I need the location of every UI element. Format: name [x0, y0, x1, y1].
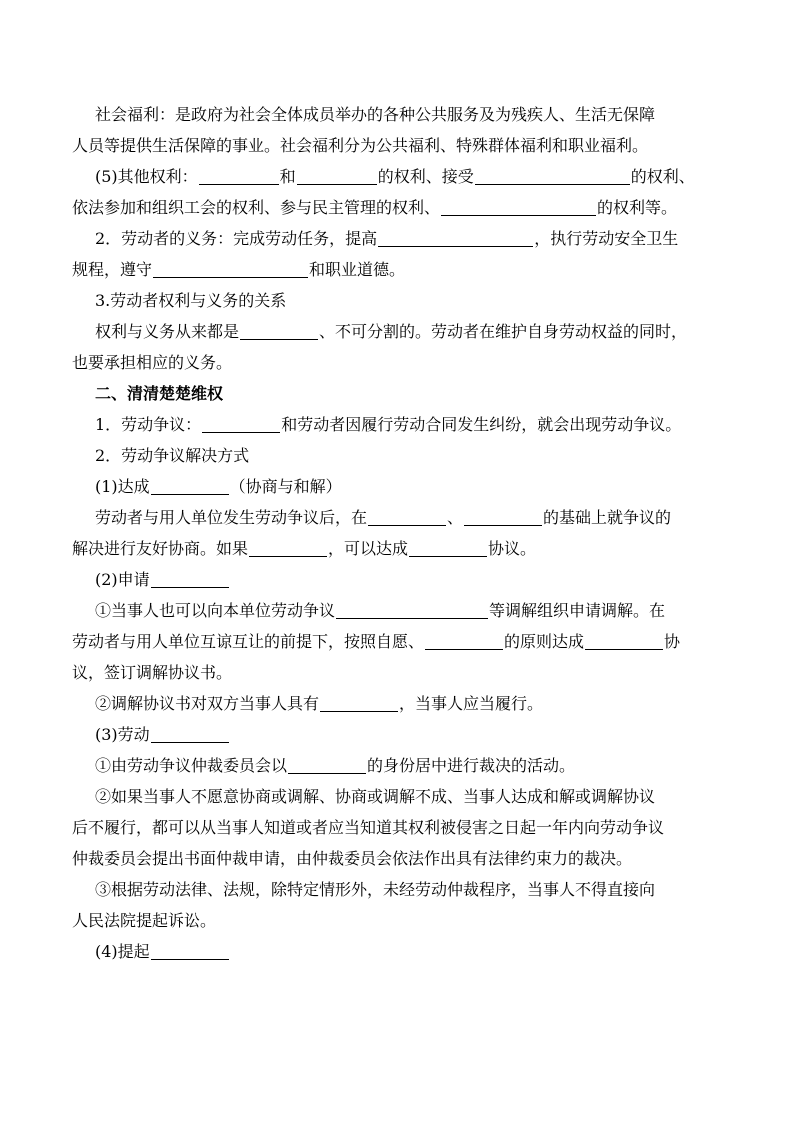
fill-blank[interactable] [240, 322, 318, 340]
text: 的权利、接受 [377, 167, 474, 186]
fill-blank[interactable] [297, 167, 377, 185]
text-line [72, 626, 732, 657]
fill-blank[interactable] [151, 725, 229, 743]
text: 、 [447, 508, 464, 527]
fill-blank[interactable] [378, 229, 533, 247]
text-line [72, 750, 732, 781]
text: 1．劳动争议： [95, 415, 202, 434]
fill-blank[interactable] [202, 415, 280, 433]
text-line [72, 285, 732, 316]
text: 社会福利：是政府为社会全体成员举办的各种公共服务及为残疾人、生活无保障 [95, 105, 656, 124]
text: 也要承担相应的义务。 [72, 353, 233, 372]
text: 等调解组织申请调解。在 [489, 601, 666, 620]
text-line [72, 192, 732, 223]
text-line [72, 533, 732, 564]
text-line [72, 657, 732, 688]
text: ③根据劳动法律、法规，除特定情形外，未经劳动仲裁程序，当事人不得直接向 [95, 880, 656, 899]
text-line [72, 409, 732, 440]
text: ，当事人应当履行。 [399, 694, 544, 713]
text-line [72, 781, 732, 812]
heading-text: 二、清清楚楚维权 [95, 384, 224, 403]
text-line [72, 905, 732, 936]
fill-blank[interactable] [151, 570, 229, 588]
text: 后不履行，都可以从当事人知道或者应当知道其权利被侵害之日起一年内向劳动争议 [72, 818, 665, 837]
text-line [72, 595, 732, 626]
fill-blank[interactable] [199, 167, 279, 185]
text: （协商与和解） [229, 477, 342, 496]
text: 规程，遵守 [72, 260, 153, 279]
text: 的基础上就争议的 [543, 508, 672, 527]
fill-blank[interactable] [464, 508, 542, 526]
text: 仲裁委员会提出书面仲裁申请，由仲裁委员会依法作出具有法律约束力的裁决。 [72, 849, 633, 868]
text: 的原则达成 [504, 632, 585, 651]
text: (4)提起 [95, 942, 150, 961]
text: ，执行劳动安全卫生 [534, 229, 679, 248]
document-content [72, 99, 732, 967]
fill-blank[interactable] [249, 539, 327, 557]
fill-blank[interactable] [585, 632, 663, 650]
text: 权利与义务从来都是 [95, 322, 240, 341]
text: ，可以达成 [328, 539, 409, 558]
text: ②如果当事人不愿意协商或调解、协商或调解不成、当事人达成和解或调解协议 [95, 787, 656, 806]
text: 2．劳动者的义务：完成劳动任务，提高 [95, 229, 378, 248]
text: ②调解协议书对双方当事人具有 [95, 694, 320, 713]
text: ①由劳动争议仲裁委员会以 [95, 756, 288, 775]
text: 人员等提供生活保障的事业。社会福利分为公共福利、特殊群体福利和职业福利。 [72, 136, 649, 155]
text-line [72, 130, 732, 161]
text: 和劳动者因履行劳动合同发生纠纷，就会出现劳动争议。 [281, 415, 682, 434]
fill-blank[interactable] [336, 601, 488, 619]
text: ①当事人也可以向本单位劳动争议 [95, 601, 336, 620]
text: 劳动者与用人单位发生劳动争议后，在 [95, 508, 368, 527]
fill-blank[interactable] [441, 198, 596, 216]
text-line [72, 502, 732, 533]
fill-blank[interactable] [320, 694, 398, 712]
text: 人民法院提起诉讼。 [72, 911, 217, 930]
text-line [72, 347, 732, 378]
text: 协议。 [488, 539, 537, 558]
text-line [72, 440, 732, 471]
fill-blank[interactable] [425, 632, 503, 650]
text: (5)其他权利： [95, 167, 198, 186]
text: 、不可分割的。劳动者在维护自身劳动权益的同时， [319, 322, 688, 341]
text-line [72, 874, 732, 905]
text: (3)劳动 [95, 725, 150, 744]
text: 的权利等。 [597, 198, 678, 217]
text: 2．劳动争议解决方式 [95, 446, 250, 465]
text: 协 [664, 632, 681, 651]
text-line [72, 316, 732, 347]
text: 3.劳动者权利与义务的关系 [95, 291, 287, 310]
text: (2)申请 [95, 570, 150, 589]
text-line [72, 843, 732, 874]
text-line [72, 161, 732, 192]
text: (1)达成 [95, 477, 150, 496]
text: 和 [279, 167, 296, 186]
text-line [72, 936, 732, 967]
text-line [72, 471, 732, 502]
fill-blank[interactable] [288, 756, 366, 774]
text-line [72, 812, 732, 843]
text: 议，签订调解协议书。 [72, 663, 233, 682]
fill-blank[interactable] [151, 477, 229, 495]
text-line [72, 688, 732, 719]
text: 的身份居中进行裁决的活动。 [367, 756, 576, 775]
text-line [72, 254, 732, 285]
text: 和职业道德。 [309, 260, 406, 279]
fill-blank[interactable] [475, 167, 630, 185]
text-line [72, 564, 732, 595]
text: 解决进行友好协商。如果 [72, 539, 249, 558]
fill-blank[interactable] [368, 508, 446, 526]
section-heading [72, 378, 732, 409]
text: 的权利、 [630, 167, 695, 186]
text: 依法参加和组织工会的权利、参与民主管理的权利、 [72, 198, 441, 217]
text-line [72, 719, 732, 750]
fill-blank[interactable] [409, 539, 487, 557]
fill-blank[interactable] [153, 260, 308, 278]
text-line [72, 223, 732, 254]
fill-blank[interactable] [151, 942, 229, 960]
text: 劳动者与用人单位互谅互让的前提下，按照自愿、 [72, 632, 425, 651]
text-line [72, 99, 732, 130]
